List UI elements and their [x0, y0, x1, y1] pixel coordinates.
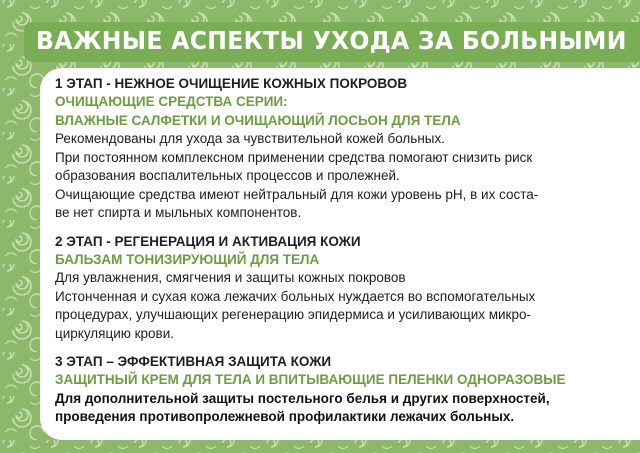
stage1-text-line: образования воспалительных процессов и пролежней. [55, 168, 400, 183]
page-title: ВАЖНЫЕ АСПЕКТЫ УХОДА ЗА БОЛЬНЫМИ [36, 26, 627, 55]
stage1-text-line: При постоянном комплексном применении средства помогают снизить риск [55, 149, 533, 165]
stage2-text-line: процедурах, улучшающих регенерацию эпидермиса и усиливающих микро- [55, 307, 531, 322]
stage1-product-line: ВЛАЖНЫЕ САЛФЕТКИ И ОЧИЩАЮЩИЙ ЛОСЬОН ДЛЯ ТЕЛА [55, 112, 461, 128]
stage2-text-line: Истонченная и сухая кожа лежачих больных нуждается во вспомогательных [55, 288, 536, 304]
stage2-title: 2 ЭТАП - РЕГЕНЕРАЦИЯ И АКТИВАЦИЯ КОЖИ [55, 233, 361, 249]
stage2-product-line: БАЛЬЗАМ ТОНИЗИРУЮЩИЙ ДЛЯ ТЕЛА [55, 251, 320, 267]
content-body [55, 74, 625, 427]
stage2-text-line: Для увлажнения, смягчения и защиты кожных покровов [55, 270, 406, 285]
stage1-product-line: ОЧИЩАЮЩИЕ СРЕДСТВА СЕРИИ: [55, 94, 288, 109]
stage1-title: 1 ЭТАП - НЕЖНОЕ ОЧИЩЕНИЕ КОЖНЫХ ПОКРОВОВ [55, 76, 408, 91]
stage1-text-line: Очищающие средства имеют нейтральный для кожи уровень pH, в их соста- [55, 186, 539, 202]
stage3-text-line: проведения противопролежневой профилактики лежачих больных. [55, 409, 515, 424]
stage1-text-line: Рекомендованы для ухода за чувствительной кожей больных. [55, 131, 445, 146]
stage3-title: 3 ЭТАП – ЭФФЕКТИВНАЯ ЗАЩИТА КОЖИ [55, 354, 332, 369]
stage3-product-line: ЗАЩИТНЫЙ КРЕМ ДЛЯ ТЕЛА И ВПИТЫВАЮЩИЕ ПЕЛЕНКИ ОДНОРАЗОВЫЕ [55, 372, 566, 387]
stage1-text-line: ве нет спирта и мыльных компонентов. [55, 205, 302, 220]
stage3-text-line: Для дополнительной защиты постельного белья и других поверхностей, [55, 390, 550, 406]
stage2-text-line: циркуляцию крови. [55, 325, 175, 341]
